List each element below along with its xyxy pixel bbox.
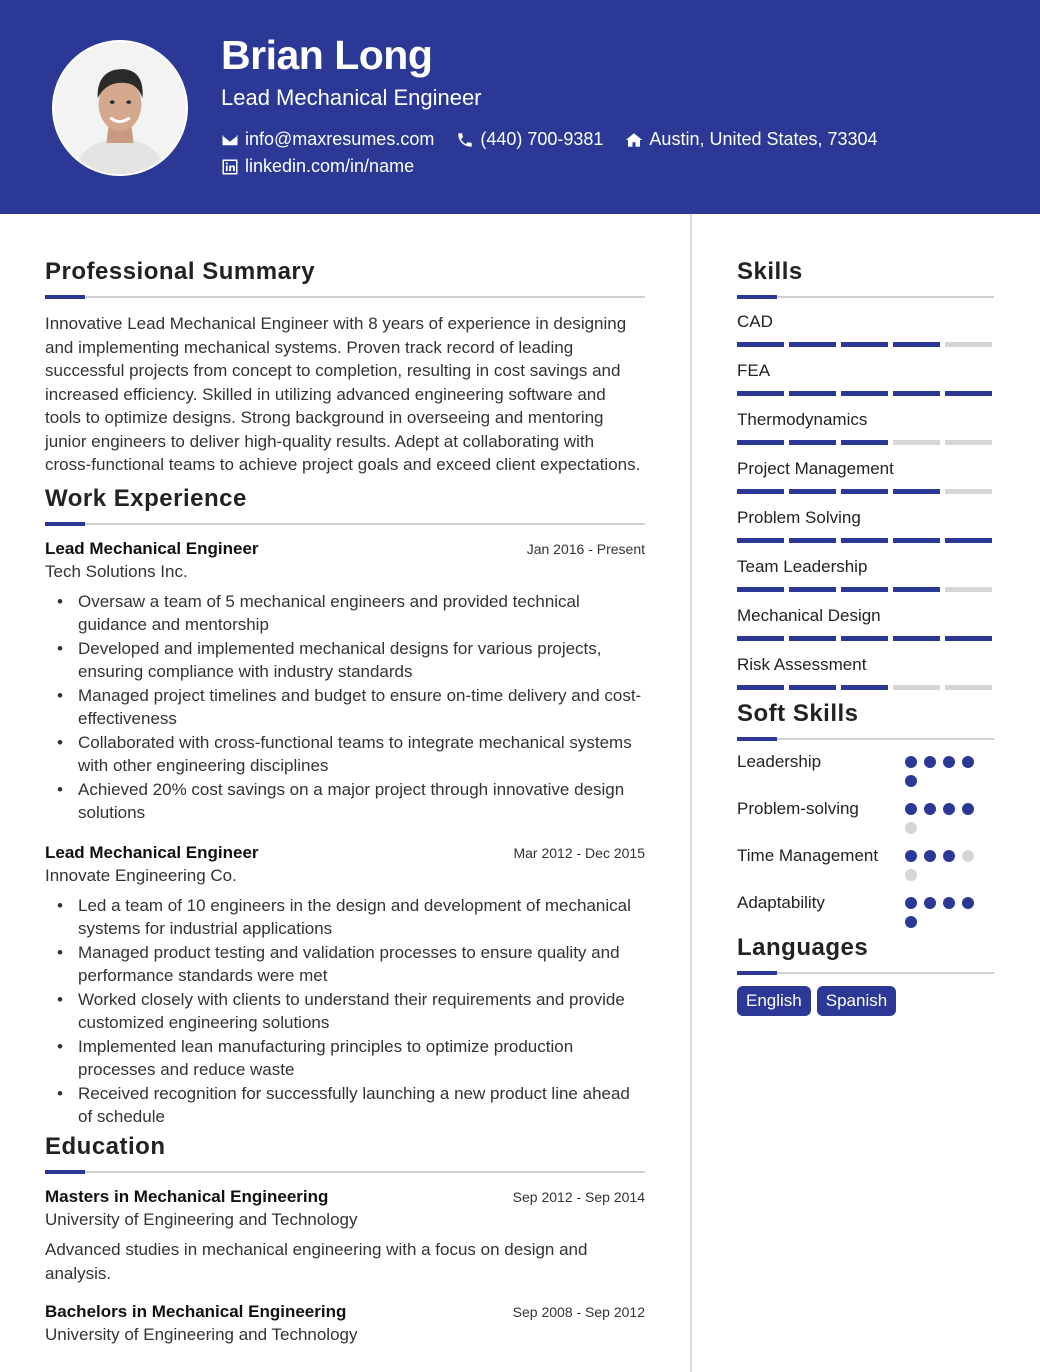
- experience-heading: Work Experience: [45, 484, 247, 512]
- summary-heading: Professional Summary: [45, 258, 316, 285]
- soft-skill-rating: [905, 844, 985, 881]
- rating-dot: [905, 897, 917, 909]
- soft-skill-item: [737, 797, 994, 834]
- skill-item: [737, 557, 994, 592]
- skill-level-segment: [789, 391, 836, 396]
- skill-level-segment: [945, 685, 992, 690]
- skill-item: [737, 508, 994, 543]
- education-entry: [45, 1302, 645, 1345]
- soft-skill-name: Adaptability: [737, 893, 825, 912]
- skill-level-segment: [945, 342, 992, 347]
- profile-photo: [52, 40, 188, 176]
- section-rule: [45, 523, 645, 525]
- rating-dot: [924, 897, 936, 909]
- skill-level-bar: [737, 685, 994, 690]
- rating-dot: [905, 756, 917, 768]
- skill-level-segment: [945, 587, 992, 592]
- education-description: Advanced studies in mechanical engineering with a focus on design and analysis.: [45, 1239, 588, 1283]
- rating-dot: [962, 803, 974, 815]
- phone-icon: [456, 131, 474, 149]
- skill-level-bar: [737, 391, 994, 396]
- soft-skill-item: [737, 844, 994, 881]
- skill-level-segment: [893, 440, 940, 445]
- education-date: Sep 2012 - Sep 2014: [512, 1188, 645, 1205]
- skill-level-segment: [737, 391, 784, 396]
- skill-level-segment: [789, 342, 836, 347]
- rating-dot: [905, 822, 917, 834]
- skill-level-segment: [737, 587, 784, 592]
- soft-skill-name: Problem-solving: [737, 799, 859, 818]
- degree-title: Bachelors in Mechanical Engineering: [45, 1301, 347, 1321]
- school-name: University of Engineering and Technology: [45, 1209, 358, 1229]
- job-title: Lead Mechanical Engineer: [45, 538, 259, 558]
- skill-level-segment: [945, 391, 992, 396]
- contact-row-2: [221, 156, 436, 177]
- contact-linkedin[interactable]: [221, 156, 414, 177]
- skill-level-bar: [737, 342, 994, 347]
- soft-skill-rating: [905, 750, 985, 787]
- bullet-item: • Developed and implemented mechanical designs for various projects, ensuring compliance with industry standards: [45, 637, 645, 684]
- rating-dot: [962, 850, 974, 862]
- sidebar-column: [737, 258, 994, 1016]
- skills-heading: Skills: [737, 258, 803, 285]
- skill-level-bar: [737, 636, 994, 641]
- skills-section: [737, 258, 994, 690]
- skill-level-segment: [945, 636, 992, 641]
- language-badge: English: [737, 986, 811, 1016]
- section-rule: [737, 972, 994, 974]
- rating-dot: [905, 869, 917, 881]
- degree-title: Masters in Mechanical Engineering: [45, 1186, 329, 1206]
- education-section: [45, 1133, 645, 1345]
- skill-level-segment: [737, 538, 784, 543]
- skill-level-segment: [893, 342, 940, 347]
- soft-skill-rating: [905, 891, 985, 928]
- rating-dot: [905, 775, 917, 787]
- skill-level-segment: [841, 342, 888, 347]
- skill-level-segment: [841, 685, 888, 690]
- skill-level-bar: [737, 440, 994, 445]
- skill-level-segment: [841, 538, 888, 543]
- bullet-item: • Worked closely with clients to understand their requirements and provide customized engineering solutions: [45, 988, 645, 1035]
- language-badge: Spanish: [817, 986, 896, 1016]
- skill-level-segment: [737, 489, 784, 494]
- bullet-item: • Received recognition for successfully launching a new product line ahead of schedule: [45, 1082, 645, 1129]
- rating-dot: [943, 756, 955, 768]
- job-bullets: [45, 590, 645, 825]
- job-bullets: [45, 894, 645, 1129]
- contact-phone[interactable]: [456, 129, 603, 150]
- soft-skills-section: [737, 700, 994, 928]
- linkedin-text: linkedin.com/in/name: [245, 156, 415, 176]
- skill-level-segment: [789, 587, 836, 592]
- experience-section: [45, 485, 645, 1129]
- skill-level-segment: [945, 440, 992, 445]
- envelope-icon: [221, 131, 239, 149]
- job-date: Jan 2016 - Present: [526, 540, 645, 557]
- rating-dot: [924, 850, 936, 862]
- soft-skills-list: [737, 750, 994, 928]
- rating-dot: [962, 897, 974, 909]
- education-date: Sep 2008 - Sep 2012: [512, 1303, 645, 1320]
- job-title: Lead Mechanical Engineer: [45, 842, 259, 862]
- job-entry: [45, 843, 645, 1129]
- skill-name: Problem Solving: [737, 508, 861, 527]
- rating-dot: [943, 850, 955, 862]
- rating-dot: [962, 756, 974, 768]
- skill-level-bar: [737, 587, 994, 592]
- bullet-item: • Achieved 20% cost savings on a major project through innovative design solutions: [45, 778, 645, 825]
- bullet-item: • Managed project timelines and budget to ensure on-time delivery and cost-effectiveness: [45, 684, 645, 731]
- skill-item: [737, 606, 994, 641]
- rating-dot: [943, 897, 955, 909]
- email-text: info@maxresumes.com: [245, 129, 435, 149]
- skill-name: Team Leadership: [737, 557, 868, 576]
- skill-level-segment: [789, 636, 836, 641]
- skill-level-segment: [841, 636, 888, 641]
- job-date: Mar 2012 - Dec 2015: [513, 844, 645, 861]
- home-icon: [625, 131, 643, 149]
- skill-level-segment: [737, 342, 784, 347]
- skills-list: [737, 312, 994, 690]
- skill-level-segment: [945, 538, 992, 543]
- skill-level-segment: [893, 489, 940, 494]
- rating-dot: [924, 756, 936, 768]
- skill-level-segment: [841, 391, 888, 396]
- soft-skill-name: Time Management: [737, 846, 879, 865]
- soft-skill-name: Leadership: [737, 752, 822, 771]
- phone-text: (440) 700-9381: [480, 129, 604, 149]
- bullet-item: • Managed product testing and validation processes to ensure quality and performance standards were met: [45, 941, 645, 988]
- rating-dot: [924, 803, 936, 815]
- languages-section: [737, 934, 994, 1016]
- skill-level-segment: [841, 440, 888, 445]
- skill-level-segment: [737, 636, 784, 641]
- rating-dot: [905, 916, 917, 928]
- bullet-item: • Implemented lean manufacturing principles to optimize production processes and reduce waste: [45, 1035, 645, 1082]
- skill-name: CAD: [737, 312, 773, 331]
- resume-header: [0, 0, 1040, 214]
- contact-location: [625, 129, 877, 150]
- skill-level-bar: [737, 489, 994, 494]
- skill-level-segment: [893, 391, 940, 396]
- skill-level-segment: [893, 587, 940, 592]
- section-rule: [45, 296, 645, 298]
- education-entry: [45, 1187, 645, 1286]
- candidate-name: Brian Long: [221, 32, 433, 78]
- skill-name: Risk Assessment: [737, 655, 867, 674]
- skill-item: [737, 361, 994, 396]
- skill-level-segment: [789, 489, 836, 494]
- education-heading: Education: [45, 1132, 166, 1160]
- section-rule: [45, 1171, 645, 1173]
- bullet-item: • Collaborated with cross-functional teams to integrate mechanical systems with other engineering disciplines: [45, 731, 645, 778]
- skill-name: FEA: [737, 361, 771, 380]
- rating-dot: [943, 803, 955, 815]
- candidate-title: Lead Mechanical Engineer: [221, 85, 482, 110]
- linkedin-icon: [221, 158, 239, 176]
- skill-level-segment: [893, 538, 940, 543]
- skill-level-segment: [737, 440, 784, 445]
- column-divider: [690, 214, 692, 1372]
- rating-dot: [905, 850, 917, 862]
- job-entry: [45, 539, 645, 825]
- summary-section: [45, 258, 645, 477]
- contact-email[interactable]: [221, 129, 434, 150]
- skill-level-segment: [789, 538, 836, 543]
- skill-name: Thermodynamics: [737, 410, 868, 429]
- section-rule: [737, 738, 994, 740]
- summary-text: Innovative Lead Mechanical Engineer with 8 years of experience in designing and implementing mechanical systems. Proven track record of leading successful projects from concept to completion, resulting in cost savings and increased efficiency. Skilled in utilizing advanced engineering software and tools to optimize designs. Strong background in overseeing and mentoring junior engineers to deliver high-quality results. Adept at collaborating with cross-functional teams to achieve project goals and exceed client expectations.: [45, 314, 641, 474]
- skill-item: [737, 410, 994, 445]
- rating-dot: [905, 803, 917, 815]
- skill-level-segment: [789, 440, 836, 445]
- languages-heading: Languages: [737, 934, 869, 961]
- main-column: [45, 258, 645, 1345]
- location-text: Austin, United States, 73304: [649, 129, 878, 149]
- skill-item: [737, 312, 994, 347]
- school-name: University of Engineering and Technology: [45, 1324, 358, 1344]
- soft-skill-item: [737, 891, 994, 928]
- skill-level-bar: [737, 538, 994, 543]
- section-rule: [737, 296, 994, 298]
- soft-skill-item: [737, 750, 994, 787]
- skill-level-segment: [737, 685, 784, 690]
- skill-level-segment: [893, 636, 940, 641]
- job-company: Innovate Engineering Co.: [45, 865, 237, 885]
- bullet-item: • Led a team of 10 engineers in the design and development of mechanical systems for industrial applications: [45, 894, 645, 941]
- job-company: Tech Solutions Inc.: [45, 561, 188, 581]
- skill-name: Project Management: [737, 459, 894, 478]
- skill-item: [737, 459, 994, 494]
- skill-item: [737, 655, 994, 690]
- soft-skills-heading: Soft Skills: [737, 700, 859, 727]
- profile-photo-illustration: [54, 42, 186, 174]
- skill-name: Mechanical Design: [737, 606, 881, 625]
- skill-level-segment: [893, 685, 940, 690]
- skill-level-segment: [841, 489, 888, 494]
- bullet-item: • Oversaw a team of 5 mechanical engineers and provided technical guidance and mentorship: [45, 590, 645, 637]
- soft-skill-rating: [905, 797, 985, 834]
- languages-list: [737, 986, 994, 1016]
- skill-level-segment: [789, 685, 836, 690]
- contact-row: [221, 129, 900, 150]
- skill-level-segment: [945, 489, 992, 494]
- skill-level-segment: [841, 587, 888, 592]
